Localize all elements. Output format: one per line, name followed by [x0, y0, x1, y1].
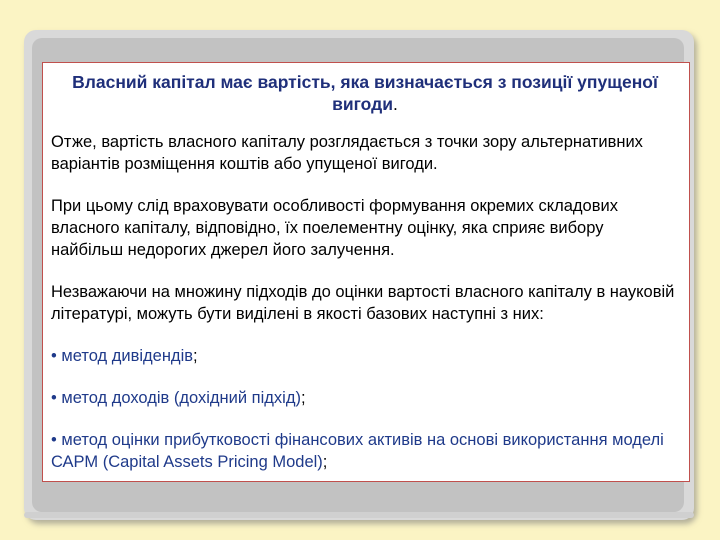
bullet-end: ;	[322, 453, 328, 471]
slide-content-box	[42, 62, 690, 482]
bullet-text: метод оцінки прибутковості фінансових активів на основі використання моделі САРМ (Capital Assets Pricing Model)	[51, 431, 664, 471]
bullet-text: метод дивідендів	[61, 347, 193, 365]
bullet-marker: •	[51, 431, 57, 449]
slide-title-dot: .	[393, 94, 398, 114]
bullet-item	[51, 429, 679, 473]
slide-title	[51, 71, 679, 115]
bullet-text: метод доходів (дохідний підхід)	[61, 389, 301, 407]
bullet-marker: •	[51, 347, 57, 365]
paragraph-1: Отже, вартість власного капіталу розглядається з точки зору альтернативних варіантів розміщення коштів або упущеної вигоди.	[51, 133, 643, 173]
bullet-marker: •	[51, 389, 57, 407]
bullet-end: ;	[300, 389, 306, 407]
paragraph-3: Незважаючи на множину підходів до оцінки вартості власного капіталу в науковій літературі, можуть бути виділені в якості базових наступні з них:	[51, 283, 675, 323]
bullet-end: ;	[193, 347, 198, 365]
bullet-item	[51, 345, 679, 367]
slide-title-text: Власний капітал має вартість, яка визначається з позиції упущеної вигоди	[72, 72, 658, 114]
bullet-item	[51, 387, 679, 409]
slide-bottom-bar	[24, 512, 694, 518]
paragraph-2: При цьому слід враховувати особливості формування окремих складових власного капіталу, відповідно, їх поелементну оцінку, яка сприяє вибору найбільш недорогих джерел його залучення.	[51, 197, 618, 259]
